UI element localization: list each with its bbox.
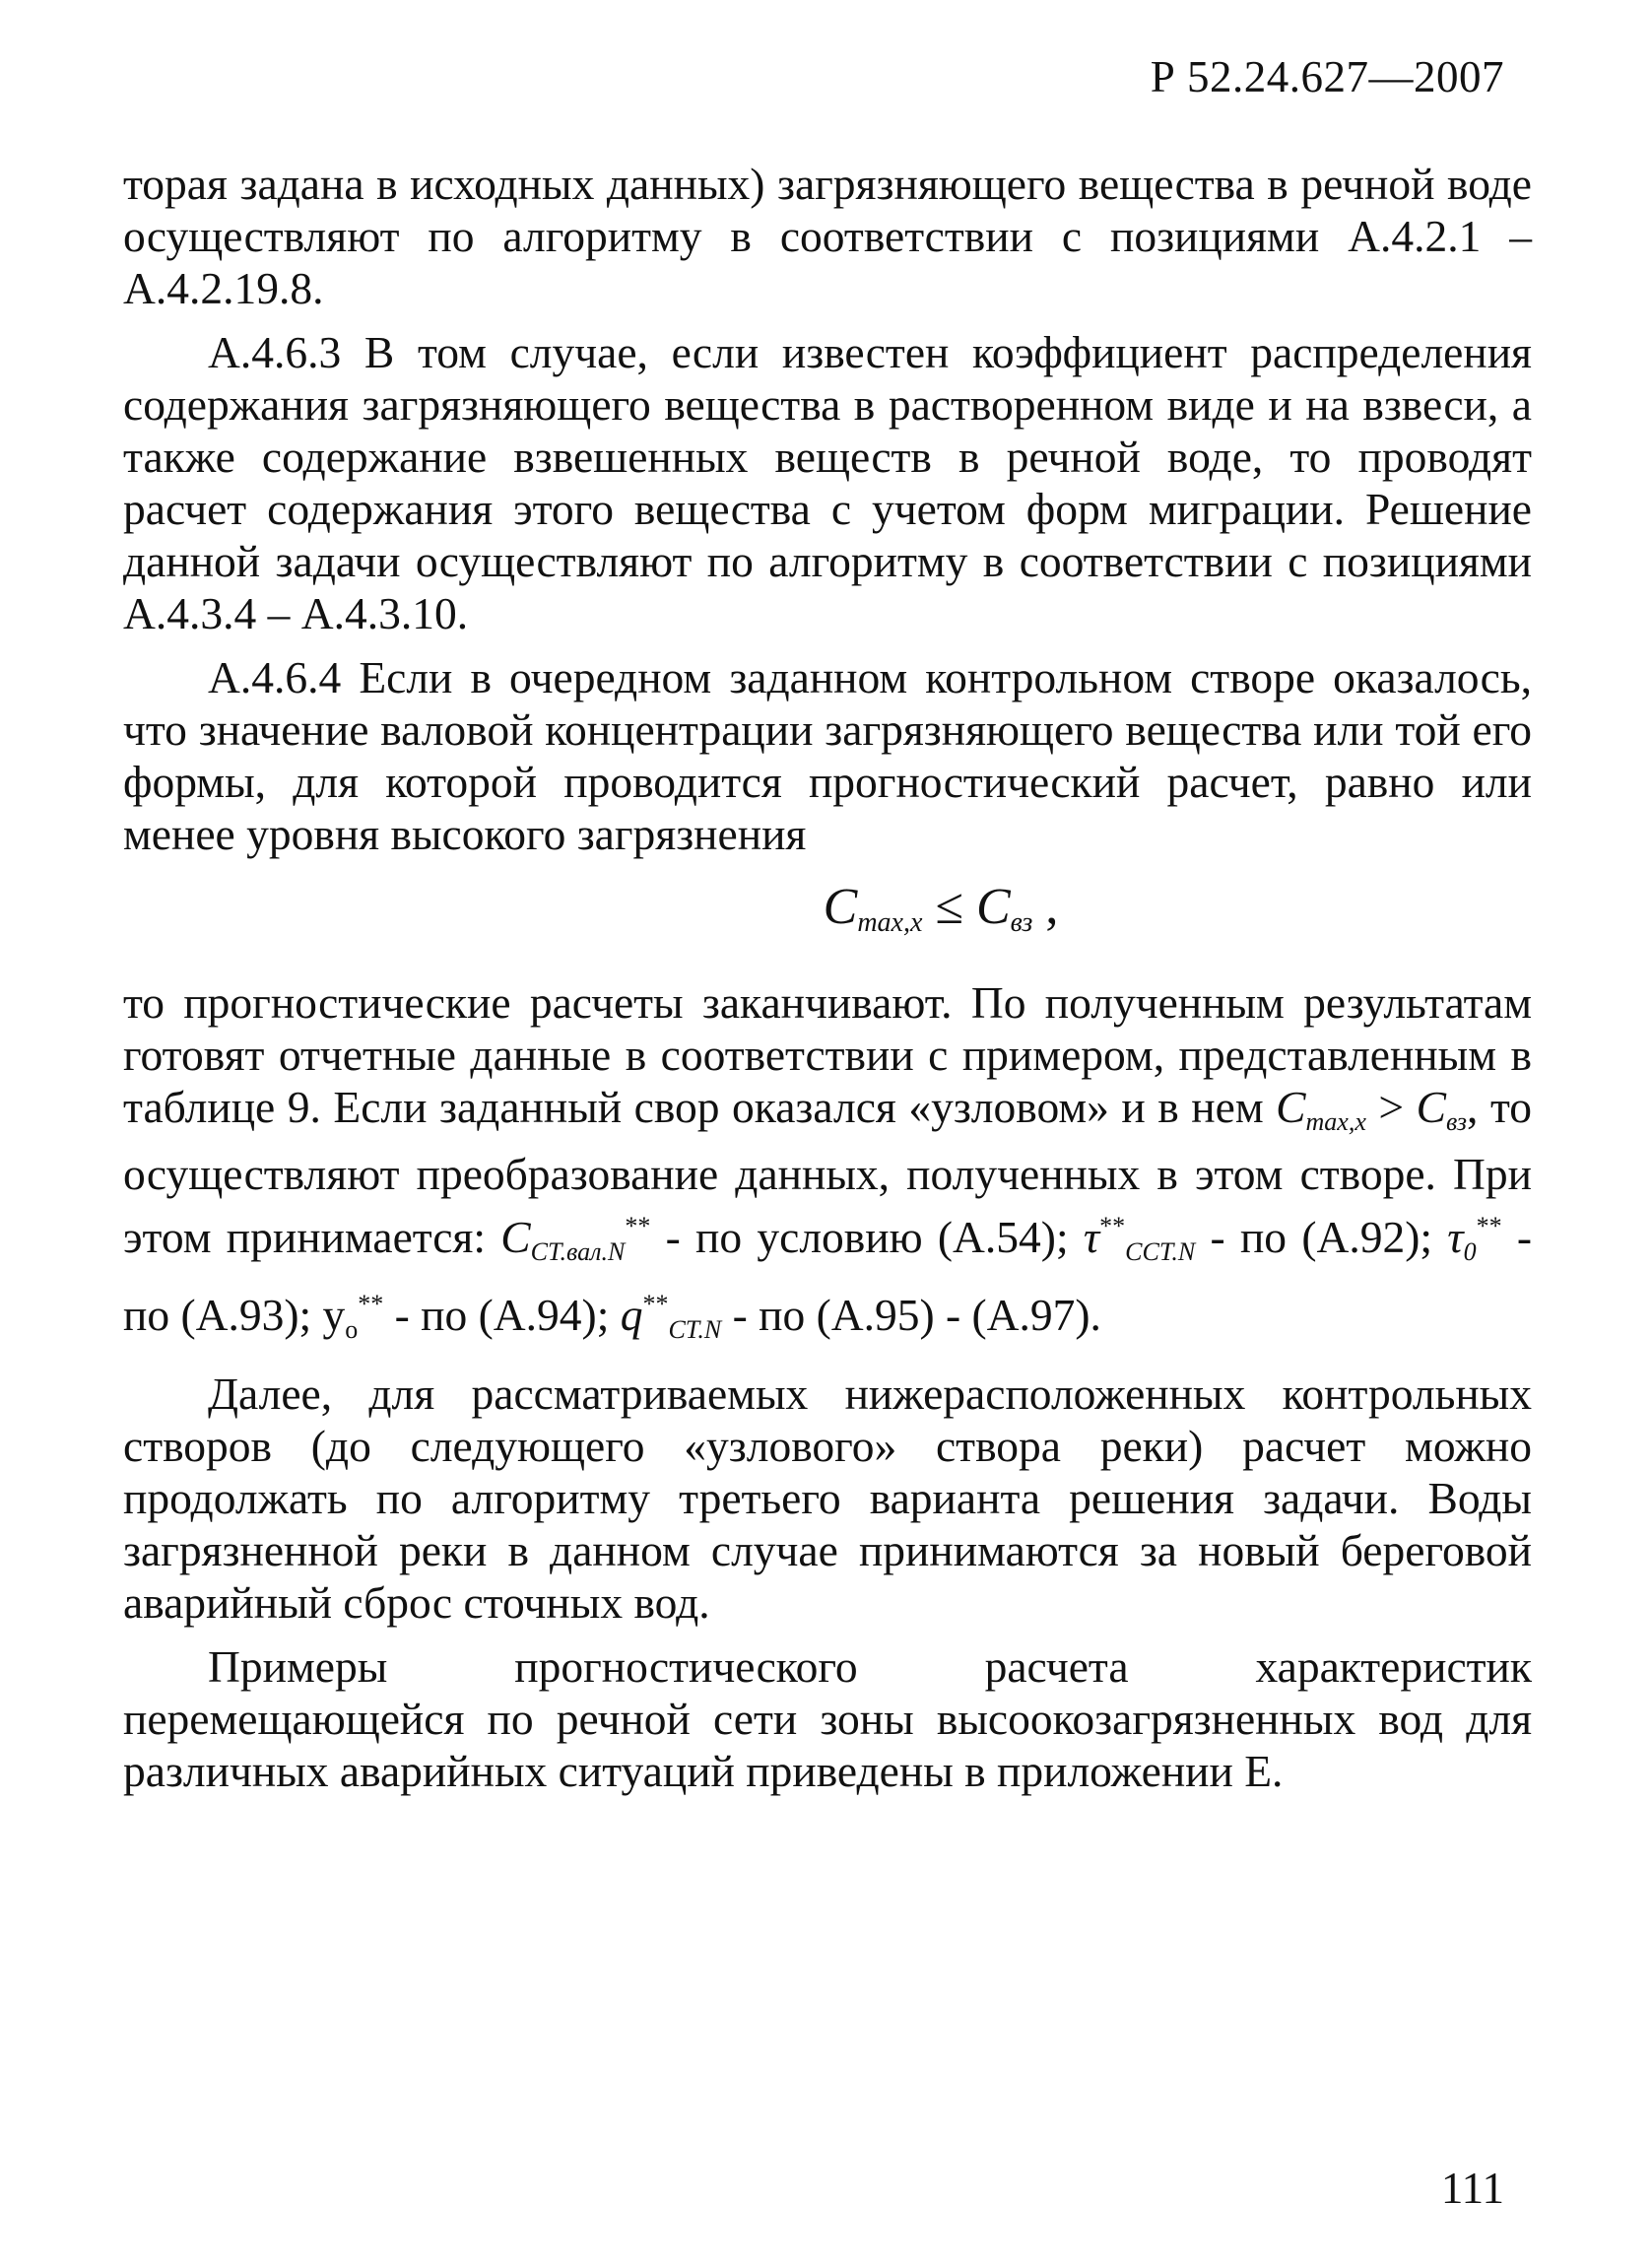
symbol-cct-val <box>500 1212 651 1266</box>
symbol-letter: τ <box>1447 1212 1464 1262</box>
text-segment: - по (А.94); <box>383 1290 621 1340</box>
text-segment: - по (А.95) - (А.97). <box>721 1290 1101 1340</box>
page-body <box>123 158 1532 1809</box>
formula-lhs-symbol: C <box>823 879 858 935</box>
symbol-y-o <box>322 1290 384 1344</box>
text-segment: , то осуществляют преобразование данных, полученных в этом створе. При этом принимается: <box>123 1082 1532 1262</box>
symbol-superscript: ** <box>625 1212 651 1240</box>
paragraph-examples: Примеры прогностического расчета характеристик перемещающейся по речной сети зоны высоокозагрязненных вод для различных аварийных ситуаций приведены в приложении Е. <box>123 1641 1532 1796</box>
formula-trailing-comma: , <box>1045 879 1059 935</box>
formula-rhs-symbol: C <box>975 879 1011 935</box>
text-segment: > <box>1365 1082 1417 1132</box>
paragraph-after-formula <box>123 976 1532 1356</box>
symbol-superscript: ** <box>1099 1212 1126 1240</box>
symbol-subscript: CCT.N <box>1125 1237 1196 1266</box>
page-number: 111 <box>1440 2164 1504 2213</box>
formula-cmax-le-cvz <box>123 878 1532 953</box>
symbol-subscript: CT.N <box>668 1315 722 1344</box>
symbol-subscript: вз <box>1445 1107 1468 1136</box>
text-segment: - по (А.92); <box>1195 1212 1448 1262</box>
text-segment: - по условию (А.54); <box>650 1212 1084 1262</box>
formula-rhs-subscript: вз <box>1010 907 1033 938</box>
formula-lhs-subscript: max,x <box>857 907 923 938</box>
symbol-letter: τ <box>1083 1212 1100 1262</box>
symbol-tau-0 <box>1447 1212 1502 1266</box>
symbol-subscript: о <box>345 1315 359 1344</box>
symbol-subscript: CT.вал.N <box>530 1237 626 1266</box>
symbol-cmax <box>1276 1082 1366 1136</box>
symbol-q-ct <box>620 1290 722 1344</box>
symbol-letter: q <box>620 1290 643 1340</box>
symbol-letter: y <box>322 1290 346 1340</box>
symbol-letter: C <box>500 1212 531 1262</box>
symbol-superscript: ** <box>1476 1212 1502 1240</box>
symbol-letter: C <box>1276 1082 1306 1132</box>
text-segment: то прогностические расчеты заканчивают. По полученным результатам готовят отчетные данные в соответствии с примером, представленным в таблице 9. Если заданный свор оказался «узловом» и в нем <box>123 977 1532 1132</box>
paragraph-continuation: торая задана в исходных данных) загрязняющего вещества в речной воде осуществляют по алгоритму в соответствии с позициями А.4.2.1 – А.4.2.19.8. <box>123 159 1532 313</box>
symbol-cvz <box>1416 1082 1468 1136</box>
symbol-letter: C <box>1416 1082 1446 1132</box>
symbol-superscript: ** <box>358 1290 384 1318</box>
symbol-subscript: max,x <box>1305 1107 1366 1136</box>
formula-operator: ≤ <box>935 879 963 935</box>
symbol-subscript: 0 <box>1463 1237 1477 1266</box>
paragraph-a-4-6-4: А.4.6.4 Если в очередном заданном контрольном створе оказалось, что значение валовой концентрации загрязняющего вещества или той его формы, для которой проводится прогностический расчет, равно или менее уровня высокого загрязнения <box>123 652 1532 859</box>
text-segment: - по (А.93); <box>123 1212 1533 1340</box>
symbol-superscript: ** <box>642 1290 669 1318</box>
paragraph-further-stations: Далее, для рассматриваемых нижерасположенных контрольных створов (до следующего «узлового» створа реки) расчет можно продолжать по алгоритму третьего варианта решения задачи. Воды загрязненной реки в данном случае принимаются за новый береговой аварийный сброс сточных вод. <box>123 1368 1532 1628</box>
paragraph-a-4-6-3: А.4.6.3 В том случае, если известен коэффициент распределения содержания загрязняющего вещества в растворенном виде и на взвеси, а также содержание взвешенных веществ в речной воде, то проводят расчет содержания этого вещества с учетом форм миграции. Решение данной задачи осуществляют по алгоритму в соответствии с позициями А.4.3.4 – А.4.3.10. <box>123 327 1532 638</box>
document-code: Р 52.24.627—2007 <box>1150 52 1504 101</box>
symbol-tau-cct <box>1083 1212 1196 1266</box>
